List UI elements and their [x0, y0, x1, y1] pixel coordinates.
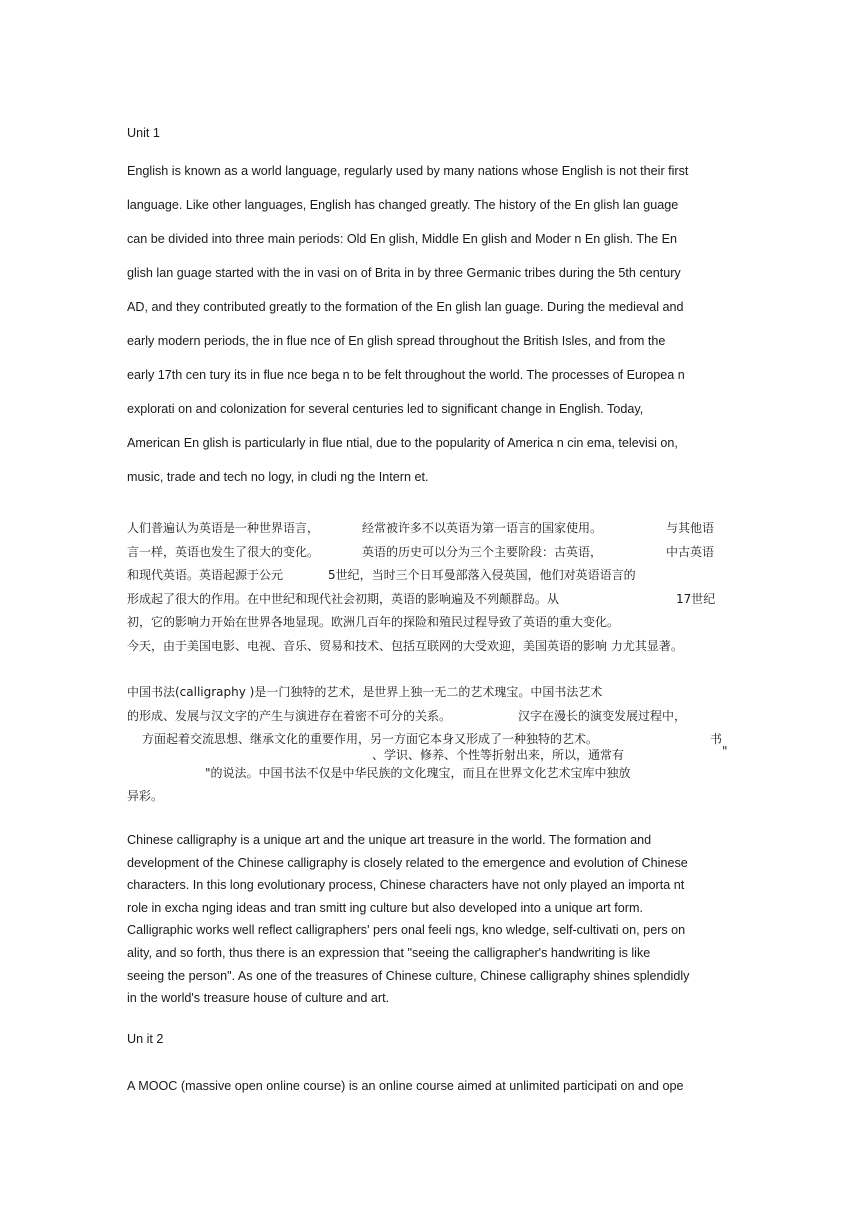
- english-paragraph-line: can be divided into three main periods: Old En glish, Middle En glish and Moder n En glish. The En: [127, 232, 678, 246]
- english-paragraph-line: American En glish is particularly in flue ntial, due to the popularity of America n cin ema, televisi on,: [127, 436, 678, 450]
- chinese-paragraph-text: 和现代英语。英语起源于公元: [127, 568, 284, 582]
- chinese-paragraph-text: 形成起了很大的作用。在中世纪和现代社会初期，英语的影响遍及不列颠群岛。从: [127, 592, 560, 606]
- english-paragraph-line: glish lan guage started with the in vasi on of Brita in by three Germanic tribes during the 5th century: [127, 266, 681, 280]
- chinese-calligraphy-text: 的形成、发展与汉文字的产生与演进存在着密不可分的关系。: [127, 709, 452, 723]
- chinese-paragraph-text: 言一样，英语也发生了很大的变化。: [127, 545, 320, 559]
- english-paragraph-line: music, trade and tech no logy, in cludi ng the Intern et.: [127, 470, 429, 484]
- calligraphy-english-line: role in excha nging ideas and tran smitt ing culture but also developed into a unique art form.: [127, 901, 643, 915]
- chinese-paragraph-text: 中古英语: [666, 545, 715, 559]
- chinese-calligraphy-text: 汉字在漫长的演变发展过程中，: [518, 709, 687, 723]
- unit-1-heading: Unit 1: [127, 126, 160, 140]
- chinese-paragraph-text: 人们普遍认为英语是一种世界语言，: [127, 521, 320, 535]
- english-paragraph-line: AD, and they contributed greatly to the formation of the En glish lan guage. During the medieval and: [127, 300, 684, 314]
- english-paragraph-line: early 17th cen tury its in flue nce bega n to be felt throughout the world. The processes of Europea n: [127, 368, 685, 382]
- english-paragraph-line: language. Like other languages, English has changed greatly. The history of the En glish lan guage: [127, 198, 679, 212]
- calligraphy-english-line: seeing the person". As one of the treasures of Chinese culture, Chinese calligraphy shines splendidly: [127, 969, 690, 983]
- calligraphy-english-line: in the world's treasure house of culture and art.: [127, 991, 390, 1005]
- chinese-paragraph-text: 初，它的影响力开始在世界各地显现。欧洲几百年的探险和殖民过程导致了英语的重大变化。: [127, 615, 620, 629]
- chinese-paragraph-text: 17世纪: [676, 592, 716, 606]
- chinese-calligraphy-text: "的说法。中国书法不仅是中华民族的文化瑰宝，而且在世界文化艺术宝库中独放: [205, 766, 631, 780]
- chinese-paragraph-text: 经常被许多不以英语为第一语言的国家使用。: [362, 521, 603, 535]
- calligraphy-english-line: ality, and so forth, thus there is an expression that "seeing the calligrapher's handwriting is like: [127, 946, 651, 960]
- chinese-calligraphy-text: 异彩。: [127, 789, 164, 803]
- english-paragraph-line: explorati on and colonization for several centuries led to significant change in English. Today,: [127, 402, 644, 416]
- chinese-calligraphy-text: 中国书法(calligraphy )是一门独特的艺术，是世界上独一无二的艺术瑰宝。中国书法艺术: [127, 685, 603, 699]
- calligraphy-english-line: characters. In this long evolutionary process, Chinese characters have not only played an importa nt: [127, 878, 685, 892]
- chinese-calligraphy-text: 书: [710, 732, 723, 746]
- chinese-calligraphy-text: 方面起着交流思想、继承文化的重要作用，另一方面它本身又形成了一种独特的艺术。: [142, 732, 599, 746]
- chinese-calligraphy-text: 、学识、修养、个性等折射出来，所以，通常有: [372, 748, 625, 762]
- chinese-paragraph-text: 今天，由于美国电影、电视、音乐、贸易和技术、包括互联网的大受欢迎，美国英语的影响 力尤其显著。: [127, 639, 683, 653]
- english-paragraph-line: English is known as a world language, regularly used by many nations whose English is not their first: [127, 164, 689, 178]
- calligraphy-english-line: Calligraphic works well reflect calligraphers' pers onal feeli ngs, kno wledge, self-cultivati on, pers on: [127, 923, 686, 937]
- calligraphy-english-line: development of the Chinese calligraphy is closely related to the emergence and evolution of Chinese: [127, 856, 688, 870]
- chinese-paragraph-text: 5世纪，当时三个日耳曼部落入侵英国，他们对英语语言的: [328, 568, 636, 582]
- english-paragraph-line: early modern periods, the in flue nce of En glish spread throughout the British Isles, and from the: [127, 334, 666, 348]
- chinese-paragraph-text: 英语的历史可以分为三个主要阶段：古英语，: [362, 545, 603, 559]
- unit-2-heading: Un it 2: [127, 1032, 164, 1046]
- chinese-calligraphy-text: ": [722, 744, 728, 758]
- calligraphy-english-line: Chinese calligraphy is a unique art and the unique art treasure in the world. The formation and: [127, 833, 652, 847]
- mooc-paragraph-line: A MOOC (massive open online course) is an online course aimed at unlimited participati on and ope: [127, 1079, 684, 1093]
- chinese-paragraph-text: 与其他语: [666, 521, 715, 535]
